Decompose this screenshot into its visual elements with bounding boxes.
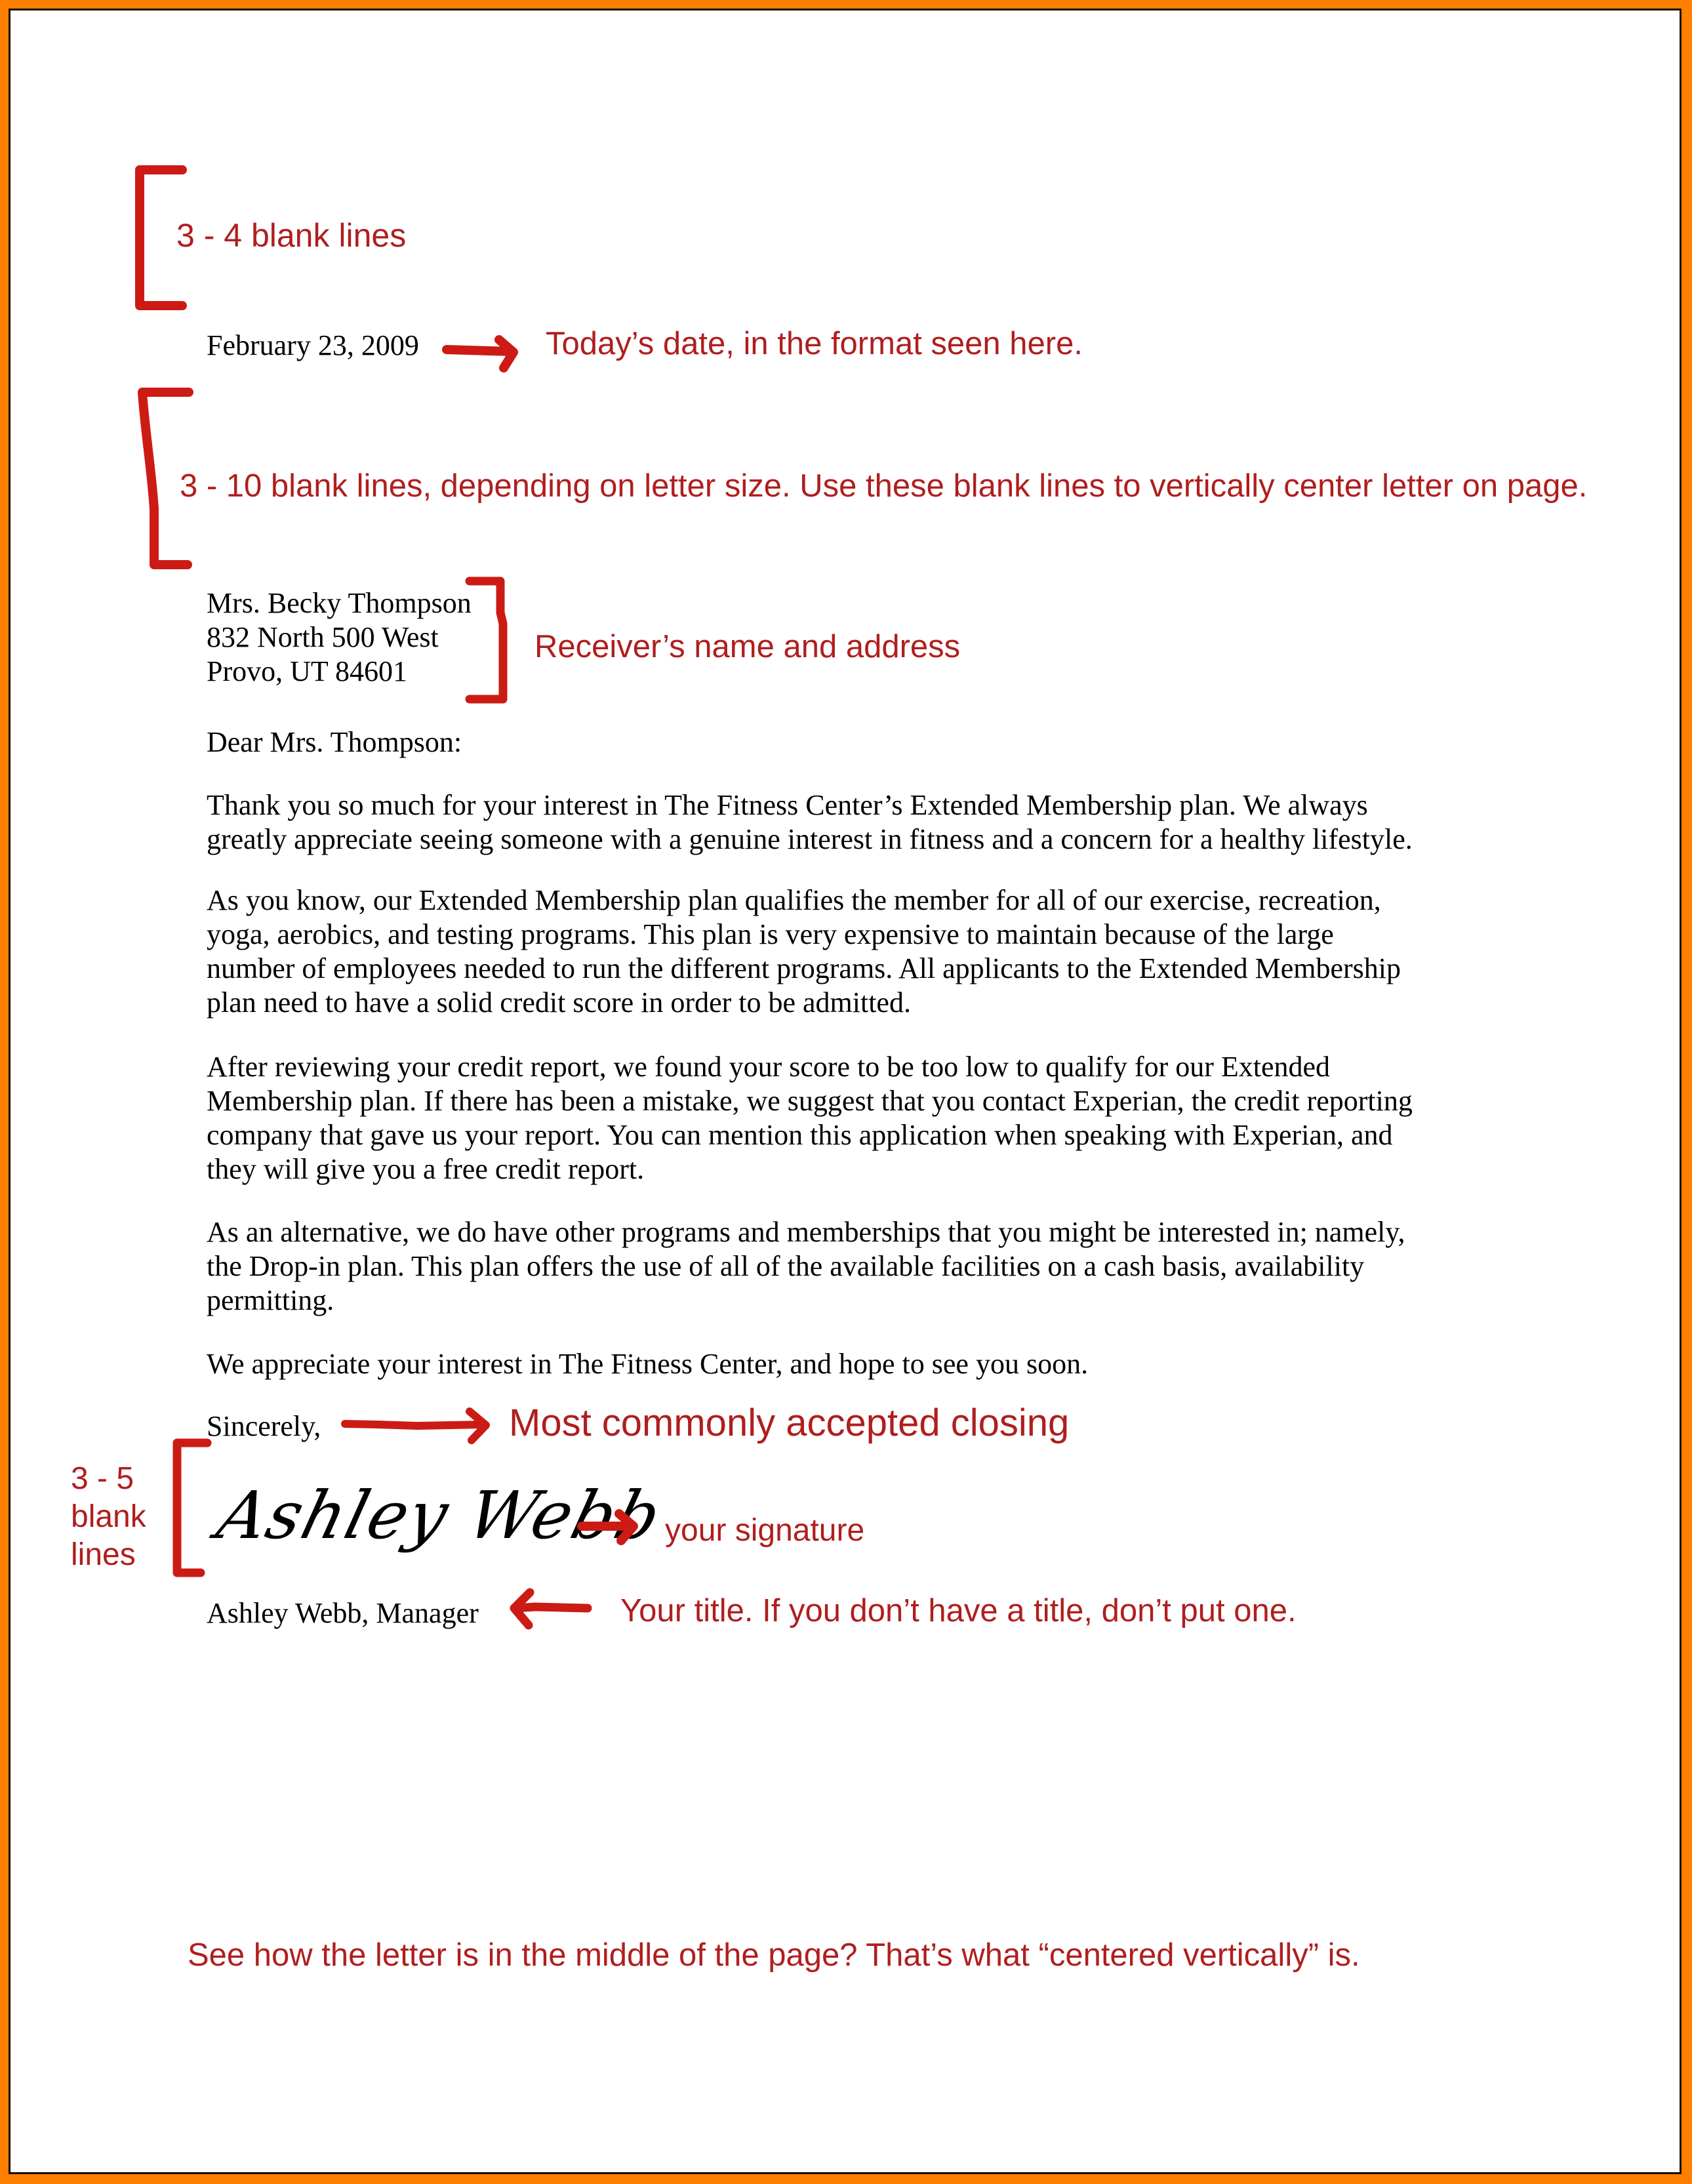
annotation-signature-spacing (71, 1460, 146, 1574)
signature: Ashley Webb (210, 1477, 670, 1554)
annotation-line: blank (71, 1499, 146, 1534)
annotation-address-note: Receiver’s name and address (534, 629, 961, 664)
letter-page (9, 9, 1682, 2174)
paragraph-line: We appreciate your interest in The Fitness Center, and hope to see you soon. (207, 1348, 1089, 1380)
letter-paragraph (207, 1215, 1405, 1318)
paragraph-line: yoga, aerobics, and testing programs. This plan is very expensive to maintain because of the large (207, 918, 1334, 950)
recipient-address (207, 586, 472, 689)
annotation-middle-spacing: 3 - 10 blank lines, depending on letter size. Use these blank lines to vertically center letter on page. (180, 468, 1588, 504)
paragraph-line: As an alternative, we do have other programs and memberships that you might be interested in; namely, (207, 1216, 1405, 1248)
annotation-line: 3 - 5 (71, 1461, 134, 1496)
letter-salutation: Dear Mrs. Thompson: (207, 726, 462, 758)
paragraph-line: greatly appreciate seeing someone with a genuine interest in fitness and a concern for a healthy lifestyle. (207, 823, 1413, 855)
paragraph-line: plan need to have a solid credit score in order to be admitted. (207, 986, 911, 1019)
recipient-street: 832 North 500 West (207, 621, 439, 653)
letter-paragraph (207, 788, 1413, 857)
paragraph-line: After reviewing your credit report, we found your score to be too low to qualify for our Extended (207, 1051, 1331, 1083)
annotation-date-note: Today’s date, in the format seen here. (546, 326, 1083, 361)
paragraph-line: Thank you so much for your interest in The Fitness Center’s Extended Membership plan. We always (207, 789, 1368, 821)
paragraph-line: company that gave us your report. You can mention this application when speaking with Experian, and (207, 1119, 1393, 1151)
annotation-closing-note: Most commonly accepted closing (509, 1402, 1070, 1444)
recipient-city-state-zip: Provo, UT 84601 (207, 655, 407, 687)
paragraph-line: they will give you a free credit report. (207, 1153, 645, 1185)
annotation-signature-note: your signature (665, 1513, 865, 1548)
paragraph-line: Membership plan. If there has been a mistake, we suggest that you contact Experian, the credit reporting (207, 1085, 1413, 1117)
paragraph-line: the Drop-in plan. This plan offers the use of all of the available facilities on a cash basis, availability (207, 1250, 1365, 1282)
paragraph-line: permitting. (207, 1284, 334, 1316)
paragraph-line: As you know, our Extended Membership plan qualifies the member for all of our exercise, recreation, (207, 884, 1381, 916)
paragraph-line: number of employees needed to run the different programs. All applicants to the Extended Membership (207, 952, 1401, 984)
annotation-footer-note: See how the letter is in the middle of the page? That’s what “centered vertically” is. (188, 1937, 1360, 1973)
annotation-top-spacing: 3 - 4 blank lines (176, 217, 407, 254)
letter-signer-title: Ashley Webb, Manager (207, 1597, 479, 1629)
letter-date: February 23, 2009 (207, 329, 419, 361)
arrow-left-title-icon (10, 10, 17, 17)
annotation-title-note: Your title. If you don’t have a title, don’t put one. (620, 1593, 1297, 1628)
letter-closing: Sincerely, (207, 1410, 321, 1442)
letter-paragraph (207, 1050, 1413, 1186)
annotation-line: lines (71, 1537, 136, 1572)
letter-paragraph (207, 883, 1401, 1020)
letter-paragraph (207, 1347, 1088, 1381)
recipient-name: Mrs. Becky Thompson (207, 587, 472, 619)
